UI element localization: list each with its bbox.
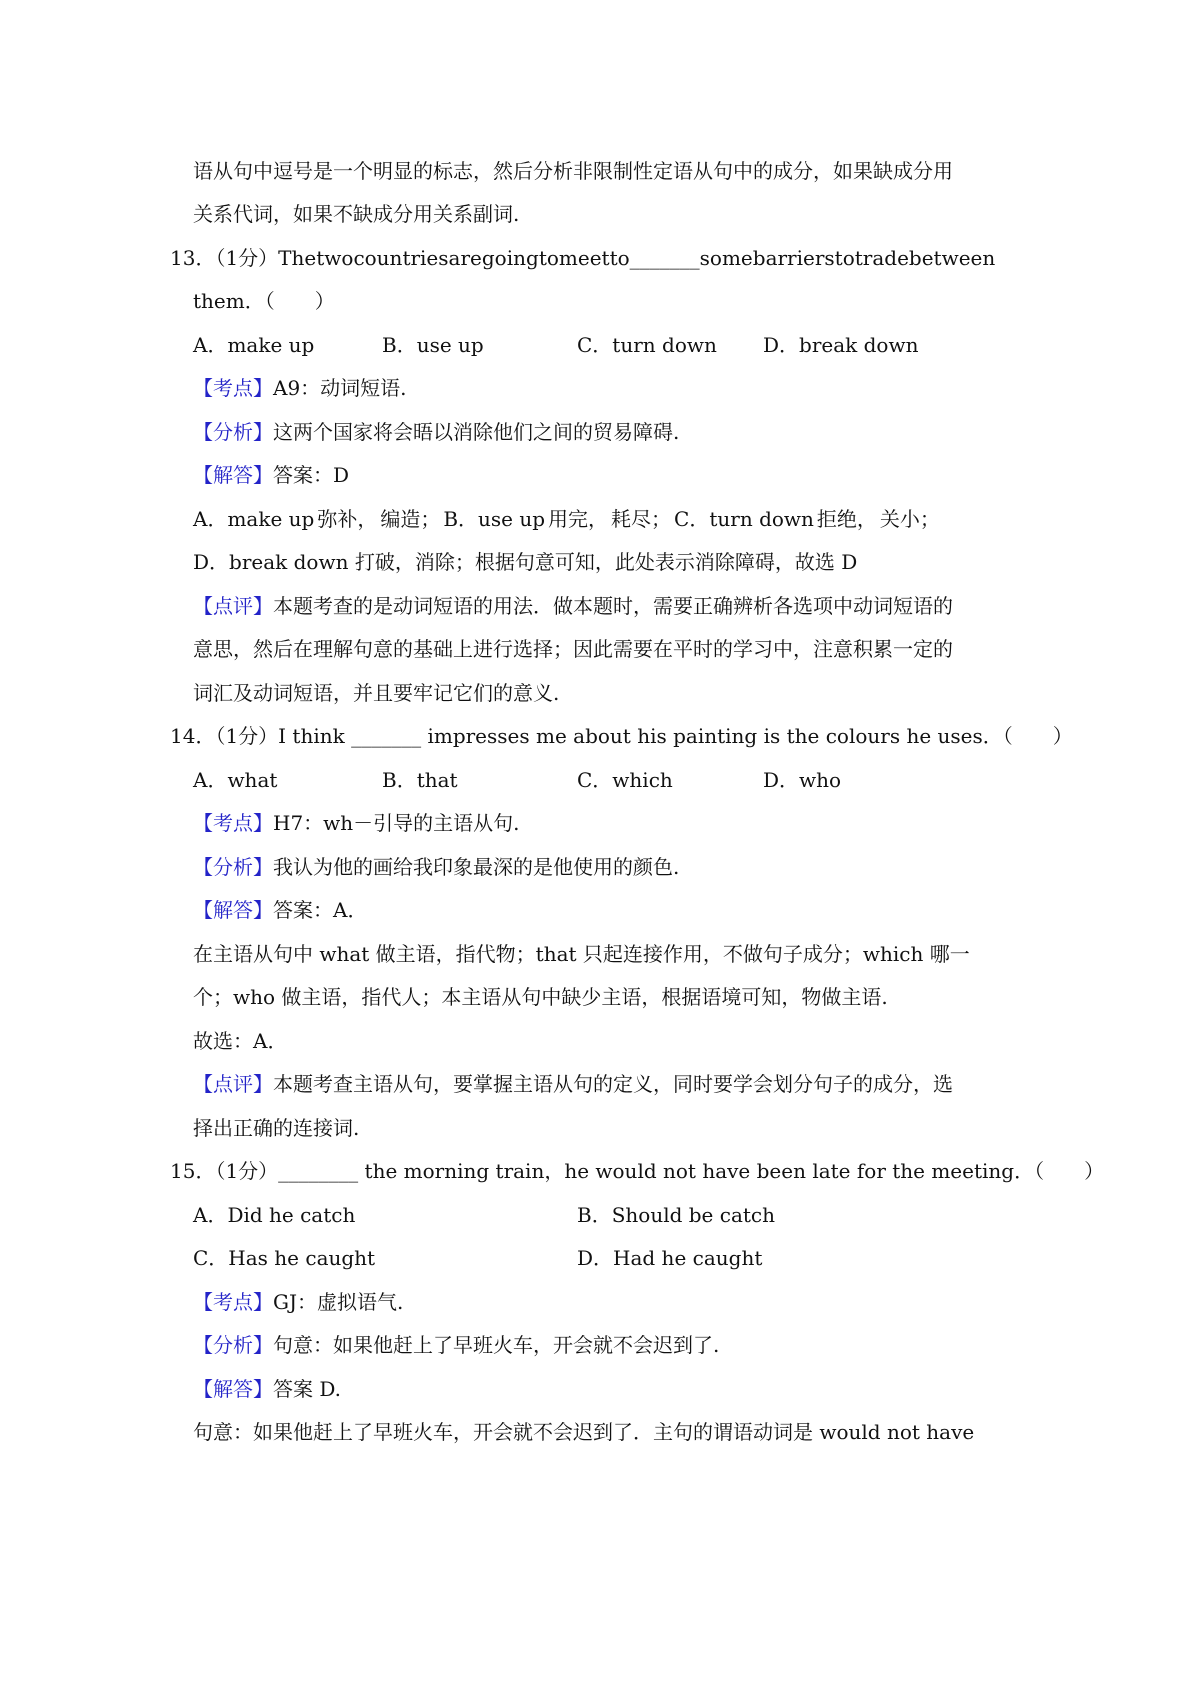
q13-fenxi-text: 这两个国家将会晤以消除他们之间的贸易障碍. — [273, 420, 680, 444]
q13-stem-word-1: two — [316, 246, 354, 270]
q13-dianping — [0, 592, 1200, 620]
q13-option-a: A．make up — [193, 333, 315, 357]
jieda-tag: 【解答】 — [193, 898, 273, 922]
q13-explain-part-4: 用完， — [548, 507, 609, 531]
q14-dianping — [0, 1070, 1200, 1098]
q13-stem-word-4: going — [481, 246, 539, 270]
dianping-tag: 【点评】 — [193, 594, 273, 618]
q14-dianping-line-2: 择出正确的连接词. — [193, 1116, 360, 1140]
q15-stem: 15．（1分）________ the morning train，he would not have been late for the meeting．（ ） — [170, 1159, 1105, 1183]
q15-option-c: C．Has he caught — [193, 1246, 376, 1270]
q13-explain-part-3: B．use up — [443, 507, 546, 531]
q13-stem-word-6: meet — [558, 246, 610, 270]
q13-explain-part-1: 弥补， — [317, 507, 378, 531]
q15-kaodian — [0, 1288, 1200, 1316]
q15-option-b: B．Should be catch — [577, 1203, 775, 1227]
q14-stem: 14．（1分）I think _______ impresses me about his painting is the colours he uses．（ ） — [170, 724, 1073, 748]
kaodian-tag: 【考点】 — [193, 811, 273, 835]
q13-explain-line-2: D．break down 打破，消除；根据句意可知，此处表示消除障碍，故选 D — [193, 550, 858, 574]
q14-option-d: D．who — [763, 768, 842, 792]
q13-kaodian — [0, 374, 1200, 402]
q13-dianping-text-1: 本题考查的是动词短语的用法．做本题时，需要正确辨析各选项中动词短语的 — [273, 594, 953, 618]
kaodian-tag: 【考点】 — [193, 376, 273, 400]
q15-jieda-text: 答案 D. — [273, 1377, 342, 1401]
q14-explain-line-1: 在主语从句中 what 做主语，指代物；that 只起连接作用，不做句子成分；which 哪一 — [193, 942, 970, 966]
q13-stem-word-13: between — [908, 246, 996, 270]
q13-option-c: C．turn down — [577, 333, 717, 357]
q13-explain-part-7: 拒绝， — [816, 507, 877, 531]
q14-fenxi — [0, 853, 1200, 881]
q15-kaodian-text: GJ：虚拟语气. — [273, 1290, 404, 1314]
q15-fenxi-text: 句意：如果他赶上了早班火车，开会就不会迟到了. — [273, 1333, 720, 1357]
q13-dianping-line-2: 意思，然后在理解句意的基础上进行选择；因此需要在平时的学习中，注意积累一定的 — [193, 637, 953, 661]
kaodian-tag: 【考点】 — [193, 1290, 273, 1314]
q13-stem-word-2: countries — [353, 246, 449, 270]
q14-jieda — [0, 896, 1200, 924]
q13-stem-word-3: are — [448, 246, 482, 270]
q14-kaodian-text: H7：wh－引导的主语从句. — [273, 811, 520, 835]
q13-option-d: D．break down — [763, 333, 919, 357]
fenxi-tag: 【分析】 — [193, 1333, 273, 1357]
q13-stem-word-12: trade — [854, 246, 909, 270]
q13-dianping-line-3: 词汇及动词短语，并且要牢记它们的意义. — [193, 681, 560, 705]
q13-stem-word-10: barriers — [752, 246, 835, 270]
q13-option-b: B．use up — [382, 333, 484, 357]
q13-explain-part-6: C．turn down — [674, 507, 814, 531]
q14-jieda-text: 答案：A． — [273, 898, 368, 922]
q15-option-a: A．Did he catch — [193, 1203, 356, 1227]
q13-stem-word-9: some — [699, 246, 753, 270]
q14-option-b: B．that — [382, 768, 458, 792]
q13-stem-word-7: to — [609, 246, 630, 270]
q13-stem-word-11: to — [834, 246, 855, 270]
q14-fenxi-text: 我认为他的画给我印象最深的是他使用的颜色. — [273, 855, 680, 879]
intro-line-2: 关系代词，如果不缺成分用关系副词. — [193, 202, 520, 226]
q13-explain-part-2: 编造； — [380, 507, 441, 531]
q13-fenxi — [0, 418, 1200, 446]
q14-explain-line-2: 个；who 做主语，指代人；本主语从句中缺少主语，根据语境可知，物做主语. — [193, 985, 888, 1009]
q13-jieda-text: 答案：D — [273, 463, 350, 487]
fenxi-tag: 【分析】 — [193, 420, 273, 444]
q13-stem-word-8: _______ — [629, 246, 700, 270]
q14-option-c: C．which — [577, 768, 673, 792]
q15-jieda — [0, 1375, 1200, 1403]
q14-dianping-text-1: 本题考查主语从句，要掌握主语从句的定义，同时要学会划分句子的成分，选 — [273, 1072, 953, 1096]
q13-jieda — [0, 461, 1200, 489]
intro-line-1: 语从句中逗号是一个明显的标志，然后分析非限制性定语从句中的成分，如果缺成分用 — [193, 159, 953, 183]
q13-stem-word-5: to — [538, 246, 559, 270]
q13-explain-part-0: A．make up — [193, 507, 315, 531]
q13-stem-word-0: 13．（1分）The — [170, 246, 317, 270]
q14-kaodian — [0, 809, 1200, 837]
q13-kaodian-text: A9：动词短语. — [273, 376, 407, 400]
q13-explain-line-1 — [193, 505, 940, 533]
q14-option-a: A．what — [193, 768, 278, 792]
q15-explain-line-1: 句意：如果他赶上了早班火车，开会就不会迟到了．主句的谓语动词是 would not have — [193, 1420, 975, 1444]
q15-fenxi — [0, 1331, 1200, 1359]
q13-stem-line-2: them．（ ） — [193, 289, 335, 313]
q13-stem-line-1 — [170, 244, 996, 272]
jieda-tag: 【解答】 — [193, 463, 273, 487]
q13-explain-part-5: 耗尽； — [611, 507, 672, 531]
fenxi-tag: 【分析】 — [193, 855, 273, 879]
q13-explain-part-8: 关小； — [879, 507, 940, 531]
q14-guxuan: 故选：A． — [193, 1029, 288, 1053]
dianping-tag: 【点评】 — [193, 1072, 273, 1096]
q15-option-d: D．Had he caught — [577, 1246, 763, 1270]
jieda-tag: 【解答】 — [193, 1377, 273, 1401]
